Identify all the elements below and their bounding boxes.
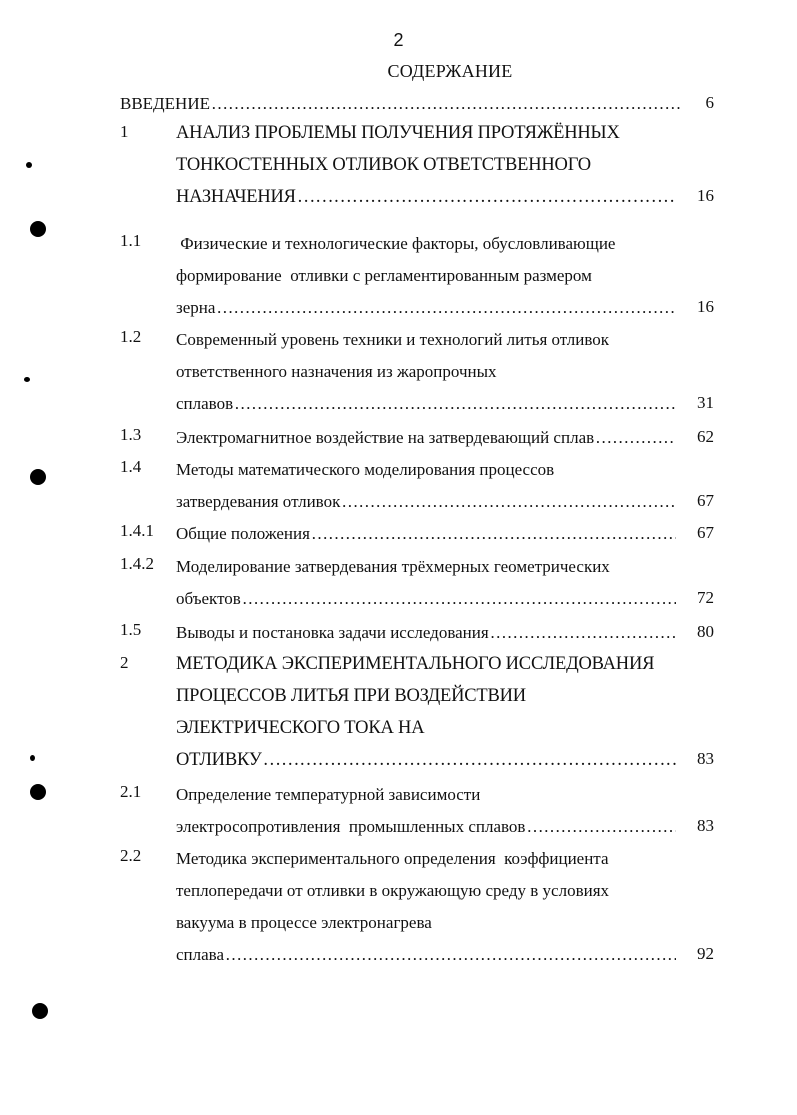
toc-entry-title-line: сплава	[176, 945, 225, 964]
toc-entry-title-line: ТОНКОСТЕННЫХ ОТЛИВОК ОТВЕТСТВЕННОГО	[176, 155, 591, 175]
toc-entry-title-line: ВВЕДЕНИЕ	[120, 94, 210, 113]
toc-entry-title	[176, 324, 676, 420]
toc-entry-title	[176, 551, 676, 615]
page-number: 2	[393, 30, 404, 50]
toc-entry-title-line: зерна	[176, 298, 216, 317]
scan-artifact	[24, 377, 30, 382]
toc-entry-title-line: ЭЛЕКТРИЧЕСКОГО ТОКА НА	[176, 718, 425, 738]
toc-entry-number: 1.4	[120, 457, 142, 476]
toc-entry-title-line: ответственного назначения из жаропрочных	[176, 362, 497, 381]
dot-leader	[216, 292, 676, 324]
toc-entry-title-line: затвердевания отливок	[176, 492, 341, 511]
toc-entry-title	[120, 88, 680, 120]
toc-entry-title-line: сплавов	[176, 394, 234, 413]
toc-entry-title	[176, 454, 676, 518]
dot-leader	[263, 744, 676, 776]
toc-entry-title-line: теплопередачи от отливки в окружающую среду в условиях	[176, 881, 610, 900]
toc-entry-page: 80	[697, 622, 714, 641]
toc-entry-page: 6	[705, 93, 714, 112]
dot-leader	[311, 518, 676, 550]
dot-leader	[490, 617, 676, 649]
toc-entry-title-line: Определение температурной зависимости	[176, 785, 481, 804]
toc-entry-title-line: электросопротивления промышленных сплавов	[176, 817, 526, 836]
toc-entry-page: 92	[697, 944, 714, 963]
toc-entry-title	[176, 518, 676, 550]
toc-entry-number: 2	[120, 653, 129, 672]
toc-entry-title-line: Выводы и постановка задачи исследования	[176, 623, 489, 642]
toc-entry-page: 16	[697, 186, 714, 205]
dot-leader	[225, 939, 676, 971]
dot-leader	[526, 811, 676, 843]
toc-entry-number: 1	[120, 122, 129, 141]
toc-entry-number: 1.4.1	[120, 521, 154, 540]
dot-leader	[234, 388, 676, 420]
toc-entry-title	[176, 648, 676, 776]
toc-entry-title-line: Электромагнитное воздействие на затвердевающий сплав	[176, 428, 595, 447]
toc-entry-title-line: МЕТОДИКА ЭКСПЕРИМЕНТАЛЬНОГО ИССЛЕДОВАНИЯ	[176, 654, 655, 674]
toc-entry-number: 1.4.2	[120, 554, 154, 573]
scan-artifact	[30, 784, 46, 800]
toc-entry-page: 72	[697, 588, 714, 607]
toc-heading: СОДЕРЖАНИЕ	[387, 61, 513, 81]
toc-entry-page: 62	[697, 427, 714, 446]
toc-entry-title	[176, 843, 676, 971]
toc-entry-title	[176, 422, 676, 454]
toc-entry-page: 83	[697, 749, 714, 768]
toc-entry-title-line: Современный уровень техники и технологий литья отливок	[176, 330, 610, 349]
scan-artifact	[32, 1003, 48, 1019]
toc-entry-title-line: Методы математического моделирования процессов	[176, 460, 555, 479]
scan-artifact	[26, 162, 32, 168]
dot-leader	[595, 422, 676, 454]
toc-entry-title-line: НАЗНАЧЕНИЯ	[176, 187, 296, 207]
toc-entry-title-line: Физические и технологические факторы, обусловливающие	[176, 234, 616, 253]
toc-entry-title-line: ОТЛИВКУ	[176, 750, 262, 770]
toc-entry-title	[176, 617, 676, 649]
toc-entry-page: 31	[697, 393, 714, 412]
toc-entry-page: 67	[697, 491, 714, 510]
toc-entry-title-line: АНАЛИЗ ПРОБЛЕМЫ ПОЛУЧЕНИЯ ПРОТЯЖЁННЫХ	[176, 123, 620, 143]
toc-entry-title-line: формирование отливки с регламентированным размером	[176, 266, 592, 285]
dot-leader	[242, 583, 676, 615]
toc-entry-number: 1.5	[120, 620, 142, 639]
scan-artifact	[30, 221, 46, 237]
toc-entry-title-line: вакуума в процессе электронагрева	[176, 913, 432, 932]
toc-entry-number: 1.2	[120, 327, 142, 346]
toc-entry-number: 2.2	[120, 846, 142, 865]
toc-entry-number: 2.1	[120, 782, 142, 801]
scan-artifact	[30, 755, 35, 761]
toc-entry-title-line: Общие положения	[176, 524, 310, 543]
toc-entry-title	[176, 117, 676, 213]
dot-leader	[341, 486, 676, 518]
toc-entry-page: 16	[697, 297, 714, 316]
toc-entry-number: 1.3	[120, 425, 142, 444]
dot-leader	[211, 88, 680, 120]
toc-entry-page: 83	[697, 816, 714, 835]
toc-entry-title	[176, 779, 676, 843]
dot-leader	[297, 181, 676, 213]
toc-entry-number: 1.1	[120, 231, 142, 250]
toc-entry-title-line: Методика экспериментального определения коэффициента	[176, 849, 609, 868]
toc-entry-page: 67	[697, 523, 714, 542]
scan-artifact	[30, 469, 46, 485]
toc-entry-title-line: Моделирование затвердевания трёхмерных геометрических	[176, 557, 610, 576]
toc-entry-title	[176, 228, 676, 324]
toc-entry-title-line: объектов	[176, 589, 241, 608]
toc-entry-title-line: ПРОЦЕССОВ ЛИТЬЯ ПРИ ВОЗДЕЙСТВИИ	[176, 686, 526, 706]
